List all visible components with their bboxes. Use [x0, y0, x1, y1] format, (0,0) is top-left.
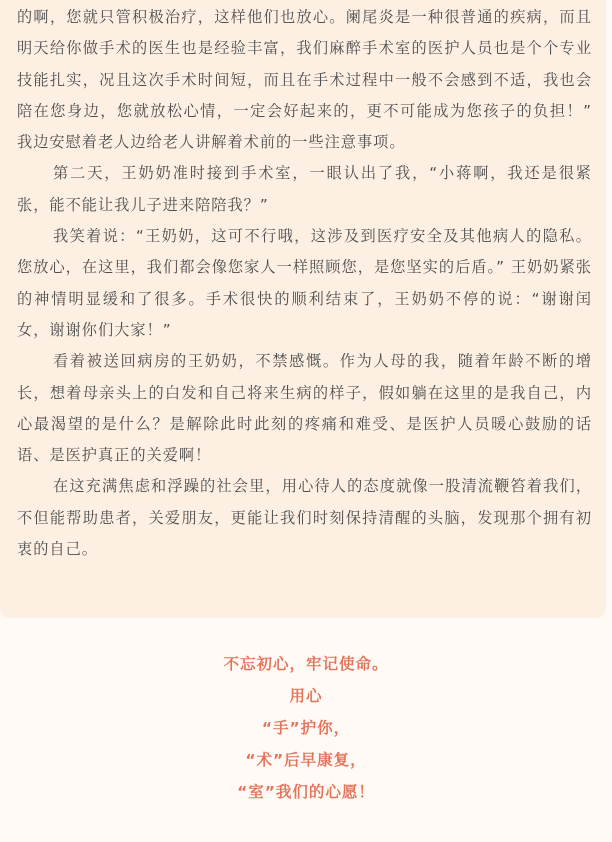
slogan-line: “手”护你，: [261, 719, 351, 737]
slogan-line: “室”我们的心愿！: [237, 783, 375, 801]
slogan-line: “术”后早康复，: [245, 751, 367, 769]
article-paragraph: 我笑着说：“王奶奶，这可不行哦，这涉及到医疗安全及其他病人的隐私。您放心，在这里，我们都会像您家人一样照顾您，是您坚实的后盾。” 王奶奶紧张的神情明显缓和了很多。手术很快的顺利结束了，王奶奶不停的说：“谢谢闰女，谢谢你们大家！”: [17, 227, 592, 339]
article-paragraph: 看着被送回病房的王奶奶，不禁感慨。作为人母的我，随着年龄不断的增长，想着母亲头上的白发和自己将来生病的样子，假如躺在这里的是我自己，内心最渴望的是什么？是解除此时此刻的疼痛和难受、是医护人员暖心鼓励的话语、是医护真正的关爱啊！: [17, 352, 592, 465]
article-paragraph: 的啊，您就只管积极治疗，这样他们也放心。阑尾炎是一种很普通的疾病，而且明天给你做手术的医生也是经验丰富，我们麻醉手术室的医护人员也是个个专业技能扎实，况且这次手术时间短，而且在手术过程中一般不会感到不适，我也会陪在您身边，您就放松心情，一定会好起来的，更不可能成为您孩子的负担！” 我边安慰着老人边给老人讲解着术前的一些注意事项。: [17, 8, 592, 152]
article-paragraph: 第二天，王奶奶准时接到手术室，一眼认出了我，“小蒋啊，我还是很紧张，能不能让我儿子进来陪陪我？”: [17, 164, 592, 214]
article-paragraph: 在这充满焦虑和浮躁的社会里，用心待人的态度就像一股清流鞭笞着我们，不但能帮助患者，关爱朋友，更能让我们时刻保持清醒的头脑，发现那个拥有初衷的自己。: [17, 477, 592, 559]
slogan-block: [0, 648, 612, 808]
slogan-line: 不忘初心，牢记使命。: [223, 655, 389, 673]
slogan-line: 用心: [289, 687, 323, 705]
